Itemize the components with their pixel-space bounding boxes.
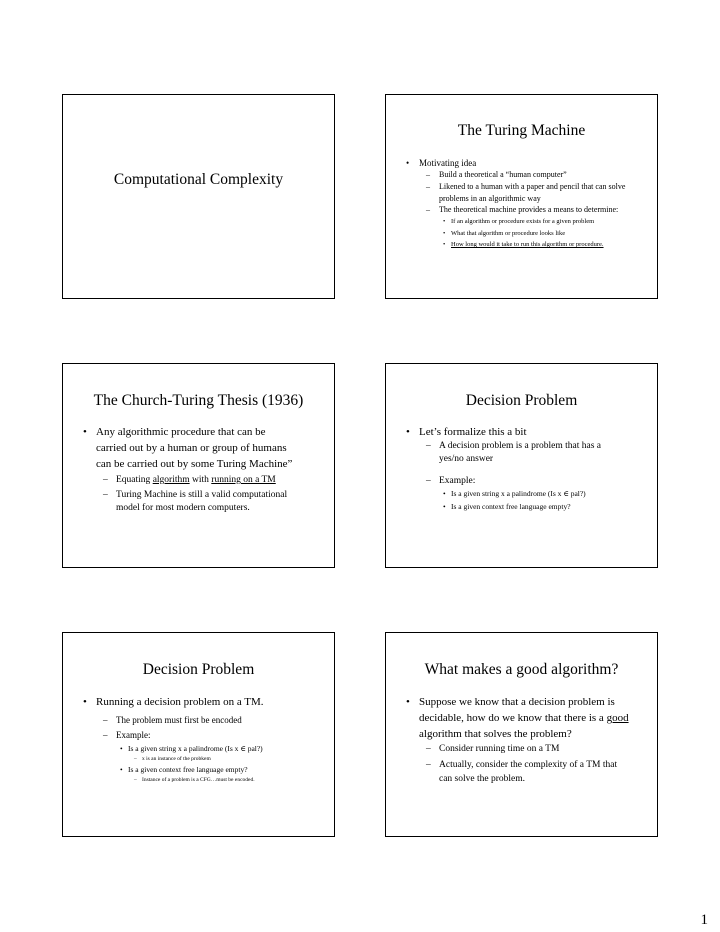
slide-title: Computational Complexity [113,171,284,188]
bullet-item: • Motivating idea [406,158,477,168]
bullet-marker: • [83,696,87,708]
bullet-marker: • [443,489,446,498]
dash-marker: – [103,715,108,725]
sub-sub-bullet-item: • What that algorithm or procedure looks like [406,228,647,240]
bullet-marker: • [83,426,87,438]
bullet-marker: • [120,765,123,774]
sub-sub-bullet-item: • Is a given string x a palindrome (Is x ∈ pal?) [406,488,617,501]
slide-good-algorithm [385,632,658,837]
bullet-marker: • [443,218,446,225]
sub-bullet-item: – Example: [426,476,476,486]
bullet-marker: • [443,241,446,248]
sub-bullet-item: – Equating algorithm with running on a TM [103,475,276,485]
dash-marker: – [103,730,108,740]
bullet-item: • Any algorithmic procedure that can be carried out by a human or group of humans can be carried out by some Turing Machine” [83,426,293,470]
sub-sub-sub-bullet-item: – Instance of a problem is a CFG…must be encoded. [134,777,255,783]
dash-marker: – [103,475,108,485]
sub-bullet-item: – Consider running time on a TM [426,744,560,754]
bullet-marker: • [120,744,123,753]
sub-sub-bullet-item: • Is a given context free language empty? [406,501,617,514]
sub-bullet-item: – The theoretical machine provides a means to determine: [426,205,619,214]
dash-marker: – [426,760,431,770]
page-number: 1 [700,912,708,928]
sub-bullet-item: – The problem must first be encoded [103,715,242,725]
slide-decision-problem-1 [385,363,658,568]
slide-content [406,424,617,513]
sub-bullet-item: – Build a theoretical a “human computer” [426,170,567,179]
slide-content [83,694,324,785]
sub-sub-bullet-item: • Is a given string x a palindrome (Is x ∈ pal?) [120,744,263,753]
slide-title: Decision Problem [142,661,255,678]
bullet-item: • Let’s formalize this a bit [406,426,527,438]
slide-title: The Church-Turing Thesis (1936) [93,392,304,409]
bullet-marker: • [406,426,410,438]
slide-content [83,424,294,515]
dash-marker: – [426,441,431,451]
slide-computational-complexity [62,94,335,299]
sub-sub-bullet-item: • If an algorithm or procedure exists for a given problem [406,216,647,228]
dash-marker: – [134,756,137,762]
sub-sub-bullet-item: • Is a given context free language empty? [120,765,248,774]
slide-title: Decision Problem [465,392,578,409]
bullet-marker: • [443,501,446,511]
slide-church-turing-thesis [62,363,335,568]
dash-marker: – [426,476,431,486]
slide-turing-machine [385,94,658,299]
bullet-item: • Suppose we know that a decision problem is decidable, how do we know that there is a good algorithm that solves the problem? [406,696,629,740]
sub-bullet-item: – Actually, consider the complexity of a TM that can solve the problem. [426,760,618,784]
sub-bullet-item: – A decision problem is a problem that has a yes/no answer [426,441,601,464]
slide-content [406,157,647,251]
slide-title: The Turing Machine [457,122,586,139]
dash-marker: – [426,744,431,754]
dash-marker: – [134,777,137,783]
dash-marker: – [103,490,108,500]
sub-bullet-item: – Example: [103,730,151,740]
bullet-marker: • [443,229,446,237]
sub-bullet-item: – Turing Machine is still a valid computational model for most modern computers. [103,490,288,513]
sub-bullet-item: – Likened to a human with a paper and pencil that can solve problems in an algorithmic way [426,182,626,203]
dash-marker: – [426,205,430,214]
dash-marker: – [426,182,430,191]
slide-content [406,694,643,786]
sub-sub-bullet-item: • How long would it take to run this algorithm or procedure. [406,239,647,251]
slide-title: What makes a good algorithm? [424,661,619,678]
dash-marker: – [426,170,430,179]
sub-sub-sub-bullet-item: – x is an instance of the probkem [134,756,211,762]
bullet-item: • Running a decision problem on a TM. [83,696,264,708]
slide-decision-problem-2 [62,632,335,837]
bullet-marker: • [406,158,410,168]
bullet-marker: • [406,696,410,708]
